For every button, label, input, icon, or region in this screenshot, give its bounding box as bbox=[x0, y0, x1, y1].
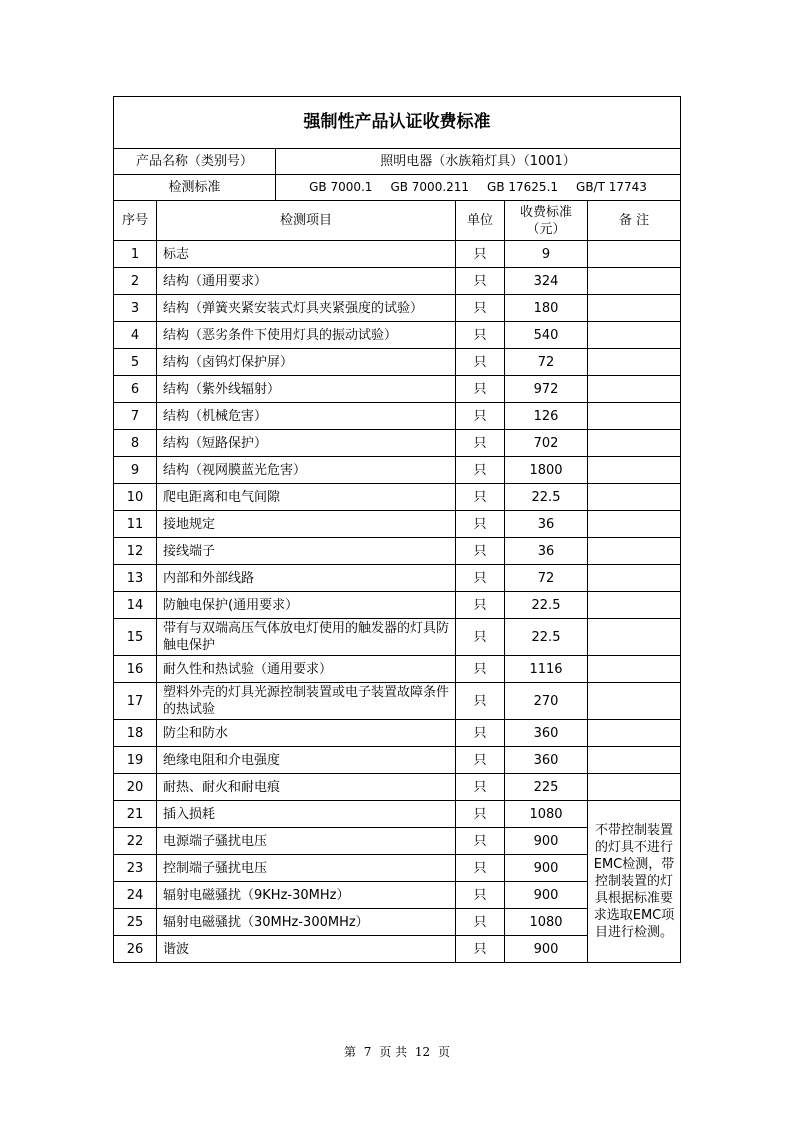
row-fee: 324 bbox=[505, 268, 588, 295]
product-name-value: 照明电器（水族箱灯具）（1001） bbox=[276, 149, 681, 175]
table-row bbox=[114, 619, 681, 656]
row-remark bbox=[588, 403, 681, 430]
footer-suffix: 页 bbox=[438, 1045, 451, 1059]
page-footer bbox=[0, 1043, 794, 1060]
row-fee: 900 bbox=[505, 882, 588, 909]
row-no: 3 bbox=[114, 295, 157, 322]
row-item: 塑料外壳的灯具光源控制装置或电子装置故障条件的热试验 bbox=[157, 683, 456, 720]
row-item: 接线端子 bbox=[157, 538, 456, 565]
row-remark bbox=[588, 511, 681, 538]
row-remark bbox=[588, 683, 681, 720]
row-unit: 只 bbox=[456, 936, 505, 963]
standard-item: GB 17625.1 bbox=[487, 180, 559, 194]
table-row bbox=[114, 592, 681, 619]
row-unit: 只 bbox=[456, 909, 505, 936]
row-no: 9 bbox=[114, 457, 157, 484]
row-remark bbox=[588, 268, 681, 295]
row-fee: 540 bbox=[505, 322, 588, 349]
row-no: 20 bbox=[114, 774, 157, 801]
row-item: 电源端子骚扰电压 bbox=[157, 828, 456, 855]
fee-table bbox=[113, 96, 681, 963]
row-unit: 只 bbox=[456, 720, 505, 747]
row-no: 1 bbox=[114, 241, 157, 268]
table-row bbox=[114, 511, 681, 538]
row-fee: 22.5 bbox=[505, 592, 588, 619]
row-item: 结构（通用要求） bbox=[157, 268, 456, 295]
table-row bbox=[114, 538, 681, 565]
row-fee: 702 bbox=[505, 430, 588, 457]
row-fee: 72 bbox=[505, 565, 588, 592]
row-remark bbox=[588, 656, 681, 683]
standard-item: GB 7000.211 bbox=[390, 180, 470, 194]
row-unit: 只 bbox=[456, 619, 505, 656]
row-fee: 900 bbox=[505, 855, 588, 882]
table-row bbox=[114, 268, 681, 295]
row-remark bbox=[588, 720, 681, 747]
row-no: 12 bbox=[114, 538, 157, 565]
row-item: 结构（视网膜蓝光危害） bbox=[157, 457, 456, 484]
table-row bbox=[114, 403, 681, 430]
emc-note: 不带控制装置的灯具不进行EMC检测，带控制装置的灯具根据标准要求选取EMC项目进行检测。 bbox=[588, 801, 681, 963]
row-item: 防尘和防水 bbox=[157, 720, 456, 747]
row-fee: 36 bbox=[505, 511, 588, 538]
row-no: 2 bbox=[114, 268, 157, 295]
row-item: 插入损耗 bbox=[157, 801, 456, 828]
table-row bbox=[114, 376, 681, 403]
row-no: 4 bbox=[114, 322, 157, 349]
row-unit: 只 bbox=[456, 656, 505, 683]
row-remark bbox=[588, 565, 681, 592]
row-unit: 只 bbox=[456, 295, 505, 322]
row-item: 带有与双端高压气体放电灯使用的触发器的灯具防触电保护 bbox=[157, 619, 456, 656]
row-no: 13 bbox=[114, 565, 157, 592]
row-no: 14 bbox=[114, 592, 157, 619]
row-unit: 只 bbox=[456, 349, 505, 376]
row-fee: 22.5 bbox=[505, 619, 588, 656]
row-no: 5 bbox=[114, 349, 157, 376]
row-no: 18 bbox=[114, 720, 157, 747]
row-item: 爬电距离和电气间隙 bbox=[157, 484, 456, 511]
product-name-label: 产品名称（类别号） bbox=[114, 149, 276, 175]
page-title: 强制性产品认证收费标准 bbox=[114, 97, 681, 149]
row-no: 10 bbox=[114, 484, 157, 511]
test-standard-label: 检测标准 bbox=[114, 175, 276, 201]
row-remark bbox=[588, 592, 681, 619]
row-fee: 360 bbox=[505, 720, 588, 747]
row-unit: 只 bbox=[456, 882, 505, 909]
col-header-remark: 备 注 bbox=[588, 201, 681, 241]
footer-total-pages: 12 bbox=[414, 1045, 431, 1059]
col-header-fee-line1: 收费标准 bbox=[519, 204, 572, 220]
row-remark bbox=[588, 349, 681, 376]
row-remark bbox=[588, 457, 681, 484]
row-unit: 只 bbox=[456, 855, 505, 882]
standard-item: GB 7000.1 bbox=[309, 180, 373, 194]
row-item: 结构（卤钨灯保护屏） bbox=[157, 349, 456, 376]
row-fee: 1080 bbox=[505, 801, 588, 828]
col-header-no: 序号 bbox=[114, 201, 157, 241]
col-header-fee-line2: （元） bbox=[526, 221, 566, 237]
row-remark bbox=[588, 295, 681, 322]
standard-item: GB/T 17743 bbox=[576, 180, 647, 194]
row-unit: 只 bbox=[456, 801, 505, 828]
row-unit: 只 bbox=[456, 430, 505, 457]
table-row bbox=[114, 430, 681, 457]
row-fee: 900 bbox=[505, 936, 588, 963]
table-row bbox=[114, 241, 681, 268]
table-row bbox=[114, 720, 681, 747]
row-no: 6 bbox=[114, 376, 157, 403]
col-header-fee bbox=[505, 201, 588, 241]
row-unit: 只 bbox=[456, 592, 505, 619]
row-item: 辐射电磁骚扰（9KHz-30MHz） bbox=[157, 882, 456, 909]
row-no: 24 bbox=[114, 882, 157, 909]
row-unit: 只 bbox=[456, 747, 505, 774]
row-item: 控制端子骚扰电压 bbox=[157, 855, 456, 882]
row-unit: 只 bbox=[456, 828, 505, 855]
table-row bbox=[114, 349, 681, 376]
row-item: 结构（恶劣条件下使用灯具的振动试验） bbox=[157, 322, 456, 349]
footer-mid: 页 共 bbox=[379, 1045, 408, 1059]
row-remark bbox=[588, 538, 681, 565]
row-fee: 72 bbox=[505, 349, 588, 376]
row-no: 26 bbox=[114, 936, 157, 963]
table-row bbox=[114, 484, 681, 511]
row-fee: 9 bbox=[505, 241, 588, 268]
row-unit: 只 bbox=[456, 268, 505, 295]
row-item: 辐射电磁骚扰（30MHz-300MHz） bbox=[157, 909, 456, 936]
row-unit: 只 bbox=[456, 322, 505, 349]
row-no: 21 bbox=[114, 801, 157, 828]
row-fee: 972 bbox=[505, 376, 588, 403]
row-remark bbox=[588, 619, 681, 656]
row-fee: 22.5 bbox=[505, 484, 588, 511]
row-unit: 只 bbox=[456, 241, 505, 268]
footer-page-number: 7 bbox=[363, 1045, 372, 1059]
table-row bbox=[114, 295, 681, 322]
test-standard-list bbox=[276, 175, 681, 201]
table-row bbox=[114, 656, 681, 683]
row-fee: 270 bbox=[505, 683, 588, 720]
row-unit: 只 bbox=[456, 376, 505, 403]
row-fee: 360 bbox=[505, 747, 588, 774]
row-no: 17 bbox=[114, 683, 157, 720]
row-unit: 只 bbox=[456, 565, 505, 592]
row-fee: 1800 bbox=[505, 457, 588, 484]
row-unit: 只 bbox=[456, 774, 505, 801]
row-no: 7 bbox=[114, 403, 157, 430]
col-header-item: 检测项目 bbox=[157, 201, 456, 241]
row-item: 结构（弹簧夹紧安装式灯具夹紧强度的试验） bbox=[157, 295, 456, 322]
row-fee: 900 bbox=[505, 828, 588, 855]
row-item: 结构（机械危害） bbox=[157, 403, 456, 430]
footer-prefix: 第 bbox=[343, 1045, 356, 1059]
col-header-unit: 单位 bbox=[456, 201, 505, 241]
row-no: 25 bbox=[114, 909, 157, 936]
row-fee: 126 bbox=[505, 403, 588, 430]
row-fee: 1116 bbox=[505, 656, 588, 683]
row-remark bbox=[588, 774, 681, 801]
table-row bbox=[114, 774, 681, 801]
row-fee: 180 bbox=[505, 295, 588, 322]
row-no: 23 bbox=[114, 855, 157, 882]
table-row bbox=[114, 457, 681, 484]
row-fee: 36 bbox=[505, 538, 588, 565]
row-item: 谐波 bbox=[157, 936, 456, 963]
row-item: 绝缘电阻和介电强度 bbox=[157, 747, 456, 774]
row-item: 接地规定 bbox=[157, 511, 456, 538]
row-remark bbox=[588, 376, 681, 403]
table-row bbox=[114, 747, 681, 774]
row-item: 标志 bbox=[157, 241, 456, 268]
table-row bbox=[114, 801, 681, 828]
row-no: 22 bbox=[114, 828, 157, 855]
row-item: 内部和外部线路 bbox=[157, 565, 456, 592]
row-item: 防触电保护(通用要求） bbox=[157, 592, 456, 619]
row-unit: 只 bbox=[456, 403, 505, 430]
table-row bbox=[114, 683, 681, 720]
row-unit: 只 bbox=[456, 683, 505, 720]
row-unit: 只 bbox=[456, 457, 505, 484]
row-no: 15 bbox=[114, 619, 157, 656]
row-no: 8 bbox=[114, 430, 157, 457]
row-fee: 225 bbox=[505, 774, 588, 801]
row-item: 结构（紫外线辐射） bbox=[157, 376, 456, 403]
row-no: 16 bbox=[114, 656, 157, 683]
table-row bbox=[114, 322, 681, 349]
row-remark bbox=[588, 322, 681, 349]
row-no: 19 bbox=[114, 747, 157, 774]
row-unit: 只 bbox=[456, 538, 505, 565]
row-item: 耐久性和热试验（通用要求） bbox=[157, 656, 456, 683]
row-unit: 只 bbox=[456, 511, 505, 538]
row-remark bbox=[588, 747, 681, 774]
row-no: 11 bbox=[114, 511, 157, 538]
row-remark bbox=[588, 484, 681, 511]
row-remark bbox=[588, 241, 681, 268]
table-row bbox=[114, 565, 681, 592]
row-remark bbox=[588, 430, 681, 457]
row-item: 结构（短路保护） bbox=[157, 430, 456, 457]
row-unit: 只 bbox=[456, 484, 505, 511]
row-fee: 1080 bbox=[505, 909, 588, 936]
row-item: 耐热、耐火和耐电痕 bbox=[157, 774, 456, 801]
